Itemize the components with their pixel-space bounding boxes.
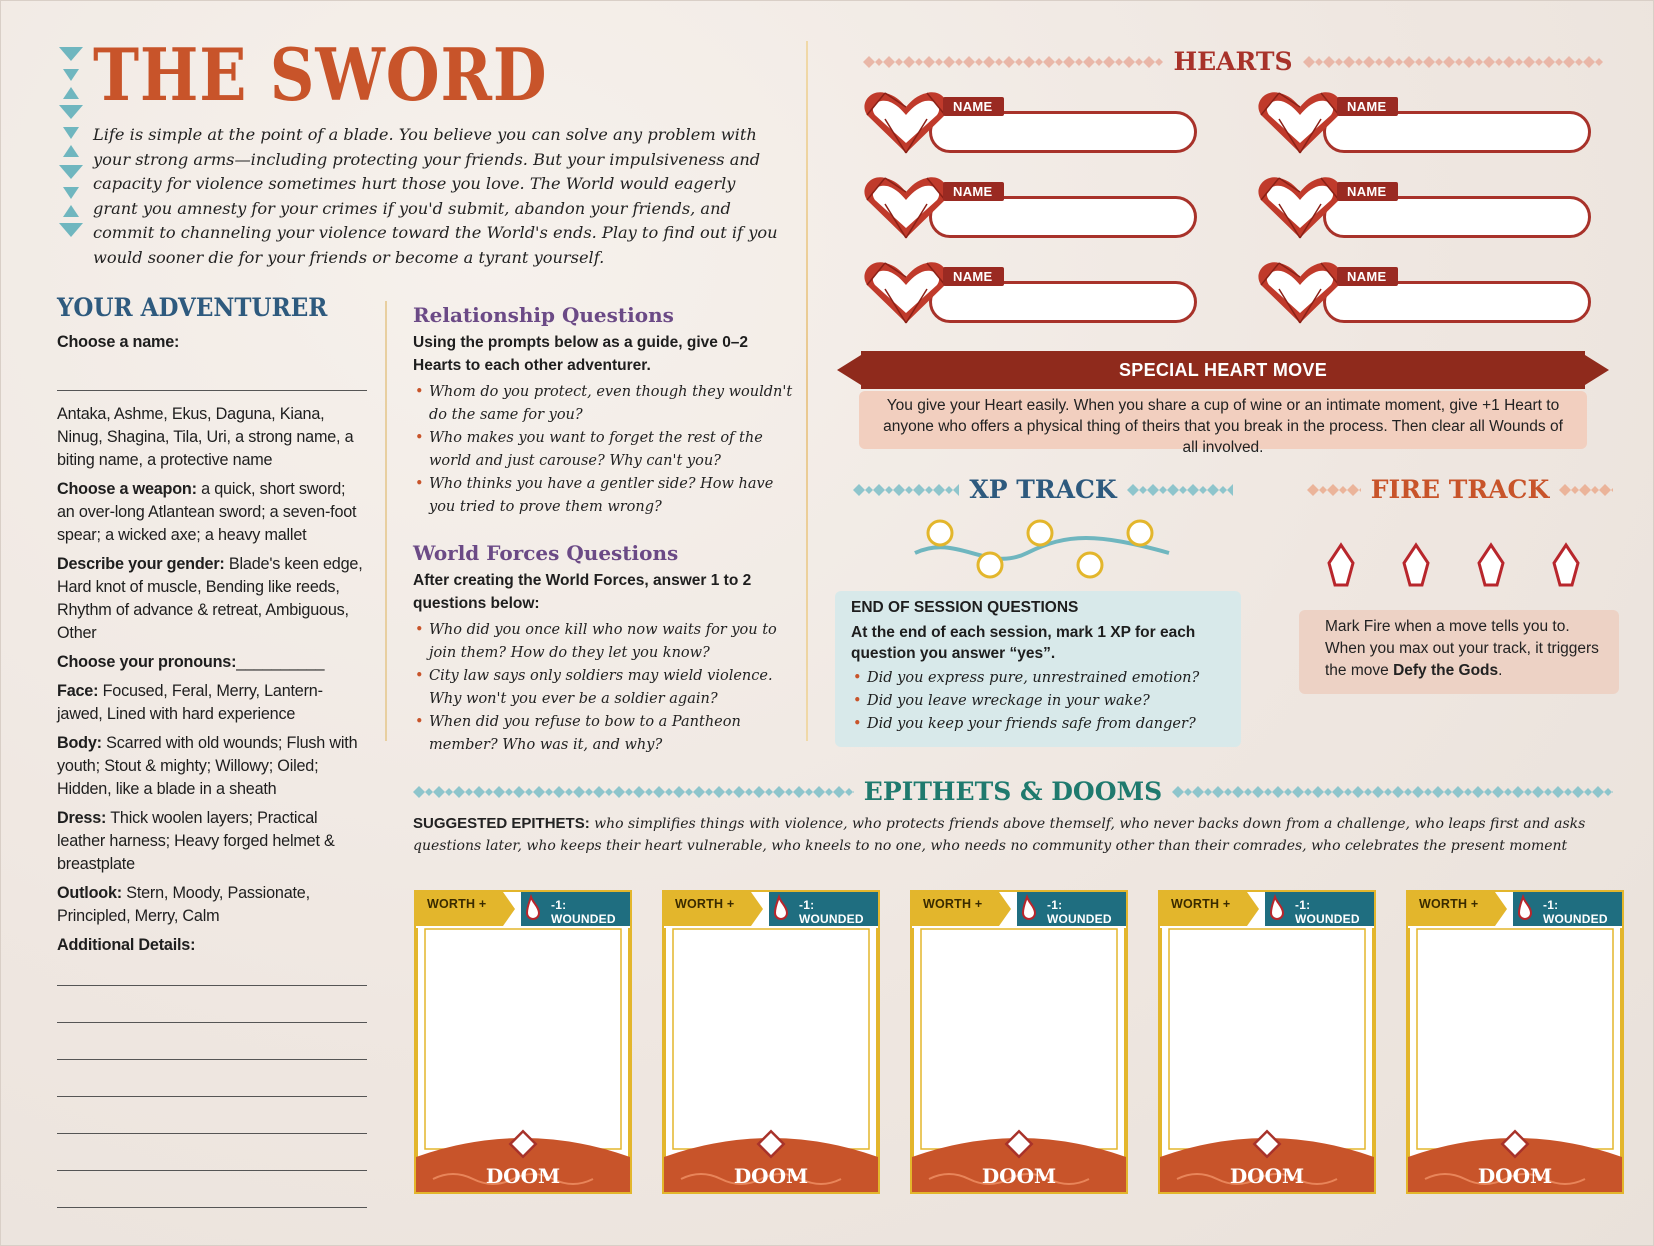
world-forces-intro: After creating the World Forces, answer 1 to 2 questions below: (413, 572, 752, 612)
epithet-card[interactable] (413, 889, 633, 1197)
details-label: Additional Details: (57, 936, 196, 954)
list-item: • Who makes you want to forget the rest of the world and just carouse? Why can't you? (413, 427, 793, 473)
epithet-card[interactable] (1405, 889, 1625, 1197)
heart-name-label: NAME (943, 182, 1004, 201)
relationship-heading: Relationship Questions (413, 303, 674, 327)
epithets-banner (413, 777, 1613, 806)
wounded-label: -1: WOUNDED (1047, 898, 1112, 926)
worth-label: WORTH + (1171, 897, 1231, 911)
eos-list (851, 667, 1225, 736)
fire-mark (1404, 545, 1428, 585)
card-frame-icon (661, 889, 881, 1197)
heart-icon (1255, 174, 1345, 242)
zigzag-ornament-icon (413, 784, 854, 800)
card-frame-icon (909, 889, 1129, 1197)
doom-label: DOOM (1229, 1164, 1305, 1188)
heart-slot[interactable] (1255, 259, 1595, 327)
card-frame-icon (1405, 889, 1625, 1197)
list-item: • Did you leave wreckage in your wake? (851, 690, 1225, 713)
zigzag-ornament-icon (853, 482, 959, 498)
heart-name-field[interactable] (929, 281, 1197, 323)
hearts-banner (853, 47, 1613, 76)
list-item: • City law says only soldiers may wield violence. Why won't you ever be a soldier again? (413, 665, 793, 711)
worth-label: WORTH + (675, 897, 735, 911)
heart-icon (861, 259, 951, 327)
details-line[interactable] (57, 1207, 367, 1208)
list-item: • Who did you once kill who now waits for you to join them? How do they let you know? (413, 619, 793, 665)
heart-name-label: NAME (1337, 182, 1398, 201)
zigzag-ornament-icon (1559, 482, 1613, 498)
name-field[interactable] (57, 390, 367, 391)
zigzag-ornament-icon (1307, 482, 1361, 498)
heart-name-label: NAME (943, 267, 1004, 286)
outlook-choice: Outlook: Stern, Moody, Passionate, Principled, Merry, Calm (57, 884, 310, 925)
heart-icon (1255, 89, 1345, 157)
heart-slot[interactable] (861, 89, 1201, 157)
gender-choice: Describe your gender: Blade's keen edge, Hard knot of muscle, Bending like reeds, Rhythm of advance & retreat, Ambiguous, Other (57, 555, 363, 642)
epithet-card[interactable] (1157, 889, 1377, 1197)
suggested-epithets: SUGGESTED EPITHETS: who simplifies things with violence, who protects friends above themself, who never backs down from a challenge, who leaps first and asks questions later, who keeps their heart vulnerable, who kneels to no one, who needs no community other than their comrades, who celebrates the present moment (413, 815, 1586, 854)
epithet-card[interactable] (661, 889, 881, 1197)
zigzag-ornament-icon (1303, 54, 1603, 70)
relationship-intro: Using the prompts below as a guide, give 0–2 Hearts to each other adventurer. (413, 334, 749, 374)
xp-mark (1028, 521, 1052, 545)
wounded-label: -1: WOUNDED (799, 898, 864, 926)
pronouns-choice[interactable]: Choose your pronouns:__________ (57, 653, 325, 671)
page-title: THE SWORD (93, 32, 548, 117)
zigzag-ornament-icon (1172, 784, 1613, 800)
xp-mark (928, 521, 952, 545)
fire-banner (1307, 475, 1613, 504)
heart-slot[interactable] (1255, 89, 1595, 157)
weapon-choice: Choose a weapon: a quick, short sword; an over-long Atlantean sword; a seven-foot spear; a wicked axe; a heavy mallet (57, 480, 357, 544)
xp-mark (1128, 521, 1152, 545)
details-line[interactable] (57, 1170, 367, 1171)
questions-column (413, 303, 793, 757)
wounded-label: -1: WOUNDED (551, 898, 616, 926)
doom-label: DOOM (981, 1164, 1057, 1188)
heart-name-field[interactable] (1323, 111, 1591, 153)
intro-text: Life is simple at the point of a blade. You believe you can solve any problem with your strong arms—including protecting your friends. But your impulsiveness and capacity for violence sometimes hurt those you love. The World would eagerly grant you amnesty for your crimes if you'd submit, abandon your friends, and commit to channeling your violence toward the World's ends. Play to find out if you would sooner die for your friends or become a tyrant yourself. (93, 125, 778, 267)
heart-name-field[interactable] (929, 111, 1197, 153)
worth-label: WORTH + (1419, 897, 1479, 911)
heart-icon (1255, 259, 1345, 327)
special-move-heading-wrap (837, 351, 1609, 389)
heart-name-label: NAME (943, 97, 1004, 116)
body-choice: Body: Scarred with old wounds; Flush with youth; Stout & mighty; Willowy; Oiled; Hidden, like a blade in a sheath (57, 734, 358, 798)
title-ornament-icon (57, 47, 85, 237)
details-lines[interactable] (57, 985, 367, 1208)
adventurer-heading: YOUR ADVENTURER (57, 293, 328, 322)
eos-heading: END OF SESSION QUESTIONS (851, 599, 1079, 616)
hearts-heading: HEARTS (1173, 47, 1293, 76)
details-line[interactable] (57, 1096, 367, 1097)
epithet-card[interactable] (909, 889, 1129, 1197)
list-item: • Did you express pure, unrestrained emotion? (851, 667, 1225, 690)
card-frame-icon (413, 889, 633, 1197)
list-item: • Who thinks you have a gentler side? How have you tried to prove them wrong? (413, 473, 793, 519)
list-item: • Whom do you protect, even though they wouldn't do the same for you? (413, 381, 793, 427)
doom-label: DOOM (733, 1164, 809, 1188)
zigzag-ornament-icon (1127, 482, 1233, 498)
fire-heading: FIRE TRACK (1370, 475, 1550, 504)
heart-name-label: NAME (1337, 267, 1398, 286)
special-move-heading: SPECIAL HEART MOVE (1118, 360, 1328, 380)
end-of-session-box (835, 591, 1241, 747)
heart-slot[interactable] (1255, 174, 1595, 242)
world-forces-heading: World Forces Questions (413, 541, 679, 565)
list-item: • Did you keep your friends safe from danger? (851, 713, 1225, 736)
worth-label: WORTH + (923, 897, 983, 911)
world-forces-list (413, 619, 793, 757)
list-item: • When did you refuse to bow to a Pantheon member? Who was it, and why? (413, 711, 793, 757)
adventurer-section (57, 331, 367, 1208)
fire-mark (1329, 545, 1353, 585)
wounded-label: -1: WOUNDED (1295, 898, 1360, 926)
card-frame-icon (1157, 889, 1377, 1197)
xp-mark (1078, 553, 1102, 577)
relationship-list (413, 381, 793, 519)
heart-icon (861, 89, 951, 157)
fire-box: Mark Fire when a move tells you to. When you max out your track, it triggers the move Defy the Gods. (1299, 610, 1619, 694)
details-line[interactable] (57, 1133, 367, 1134)
column-divider (806, 41, 808, 741)
xp-heading: XP TRACK (969, 475, 1117, 504)
dress-choice: Dress: Thick woolen layers; Practical leather harness; Heavy forged helmet & breastplate (57, 809, 335, 873)
fire-mark (1479, 545, 1503, 585)
heart-name-field[interactable] (929, 196, 1197, 238)
choose-name-label: Choose a name: (57, 333, 180, 351)
doom-label: DOOM (1477, 1164, 1553, 1188)
doom-label: DOOM (485, 1164, 561, 1188)
heart-name-label: NAME (1337, 97, 1398, 116)
details-line[interactable] (57, 1059, 367, 1060)
wounded-label: -1: WOUNDED (1543, 898, 1608, 926)
heart-name-field[interactable] (1323, 281, 1591, 323)
special-move-text: You give your Heart easily. When you share a cup of wine or an intimate moment, give +1 Heart to anyone who offers a physical thing of theirs that you break in the process. Then clear all Wounds of all involved. (859, 391, 1587, 449)
fire-track-icon (1321, 541, 1591, 589)
heart-icon (861, 174, 951, 242)
xp-mark (978, 553, 1002, 577)
eos-intro: At the end of each session, mark 1 XP for each question you answer “yes”. (851, 624, 1196, 662)
face-choice: Face: Focused, Feral, Merry, Lantern-jawed, Lined with hard experience (57, 682, 323, 723)
details-line[interactable] (57, 1022, 367, 1023)
epithets-heading: EPITHETS & DOOMS (863, 777, 1163, 806)
xp-track-icon (907, 513, 1177, 579)
heart-slot[interactable] (861, 259, 1201, 327)
heart-name-field[interactable] (1323, 196, 1591, 238)
names-list: Antaka, Ashme, Ekus, Daguna, Kiana, Ninug, Shagina, Tila, Uri, a strong name, a biting name, a protective name (57, 405, 354, 469)
xp-banner (853, 475, 1233, 504)
worth-label: WORTH + (427, 897, 487, 911)
details-line[interactable] (57, 985, 367, 986)
fire-mark (1554, 545, 1578, 585)
zigzag-ornament-icon (863, 54, 1163, 70)
column-divider (385, 301, 387, 741)
heart-slot[interactable] (861, 174, 1201, 242)
